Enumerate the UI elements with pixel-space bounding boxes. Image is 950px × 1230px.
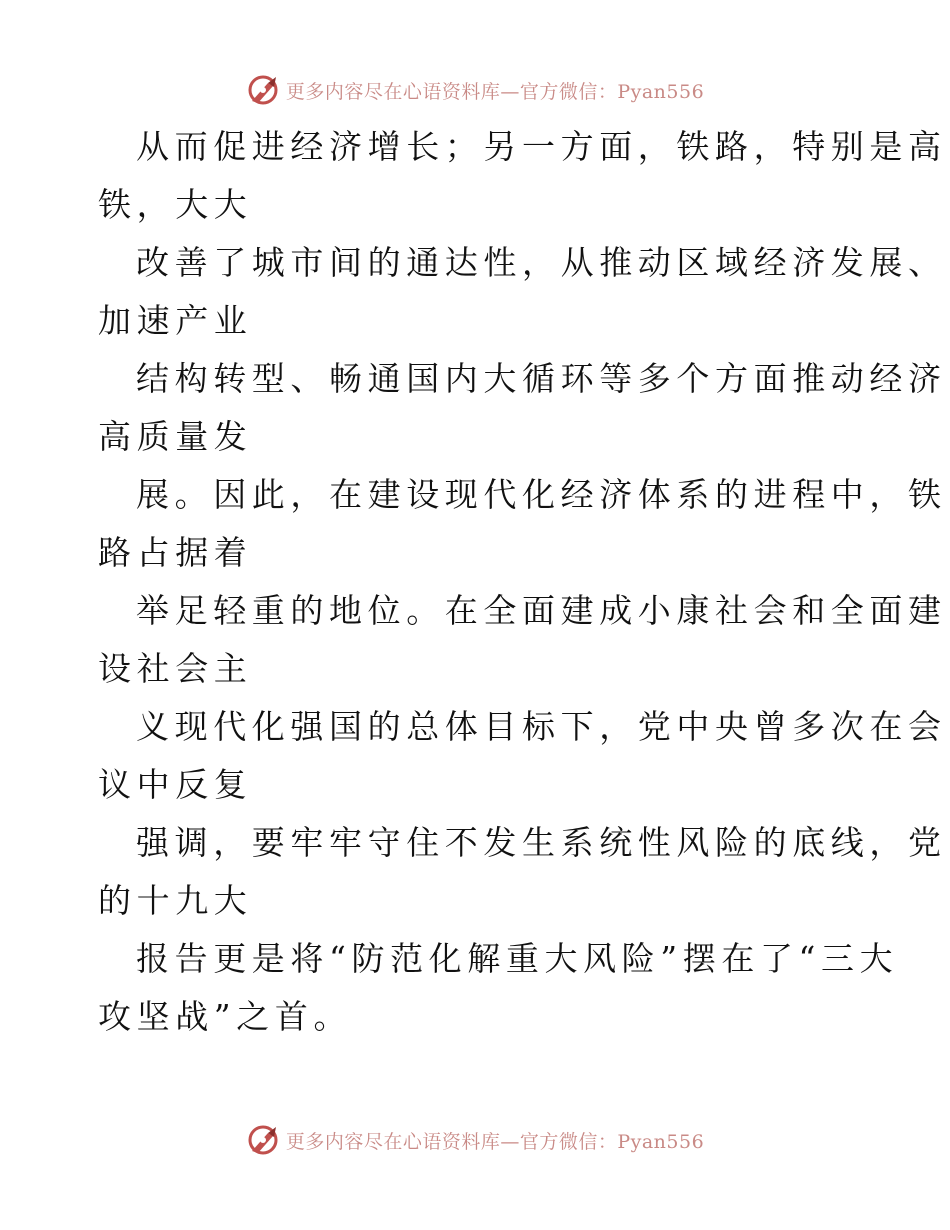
header-watermark — [0, 70, 950, 110]
text-line: 举足轻重的地位。在全面建成小康社会和全面建 — [136, 591, 947, 630]
quill-pen-logo-icon — [246, 1123, 280, 1157]
footer-watermark — [0, 1120, 950, 1160]
text-line: 攻坚战”之首。 — [98, 997, 353, 1036]
text-line: 义现代化强国的总体目标下，党中央曾多次在会 — [136, 707, 947, 746]
watermark-text: 更多内容尽在心语资料库—官方微信：Pyan556 — [285, 80, 705, 103]
text-line: 设社会主 — [98, 649, 253, 688]
text-line: 结构转型、畅通国内大循环等多个方面推动经济 — [136, 359, 947, 398]
text-line: 展。因此，在建设现代化经济体系的进程中，铁 — [136, 475, 947, 514]
text-line: 的十九大 — [98, 881, 253, 920]
text-line: 路占据着 — [98, 533, 253, 572]
text-line: 加速产业 — [98, 301, 253, 340]
watermark-text: 更多内容尽在心语资料库—官方微信：Pyan556 — [285, 1130, 705, 1153]
text-line: 从而促进经济增长；另一方面，铁路，特别是高 — [136, 127, 947, 166]
text-line: 铁，大大 — [98, 185, 253, 224]
quill-pen-logo-icon — [246, 73, 280, 107]
text-line: 改善了城市间的通达性，从推动区域经济发展、 — [136, 243, 947, 282]
text-line: 强调，要牢牢守住不发生系统性风险的底线，党 — [136, 823, 947, 862]
text-line: 议中反复 — [98, 765, 253, 804]
text-line: 高质量发 — [98, 417, 253, 456]
text-line: 报告更是将“防范化解重大风险”摆在了“三大 — [136, 939, 899, 978]
